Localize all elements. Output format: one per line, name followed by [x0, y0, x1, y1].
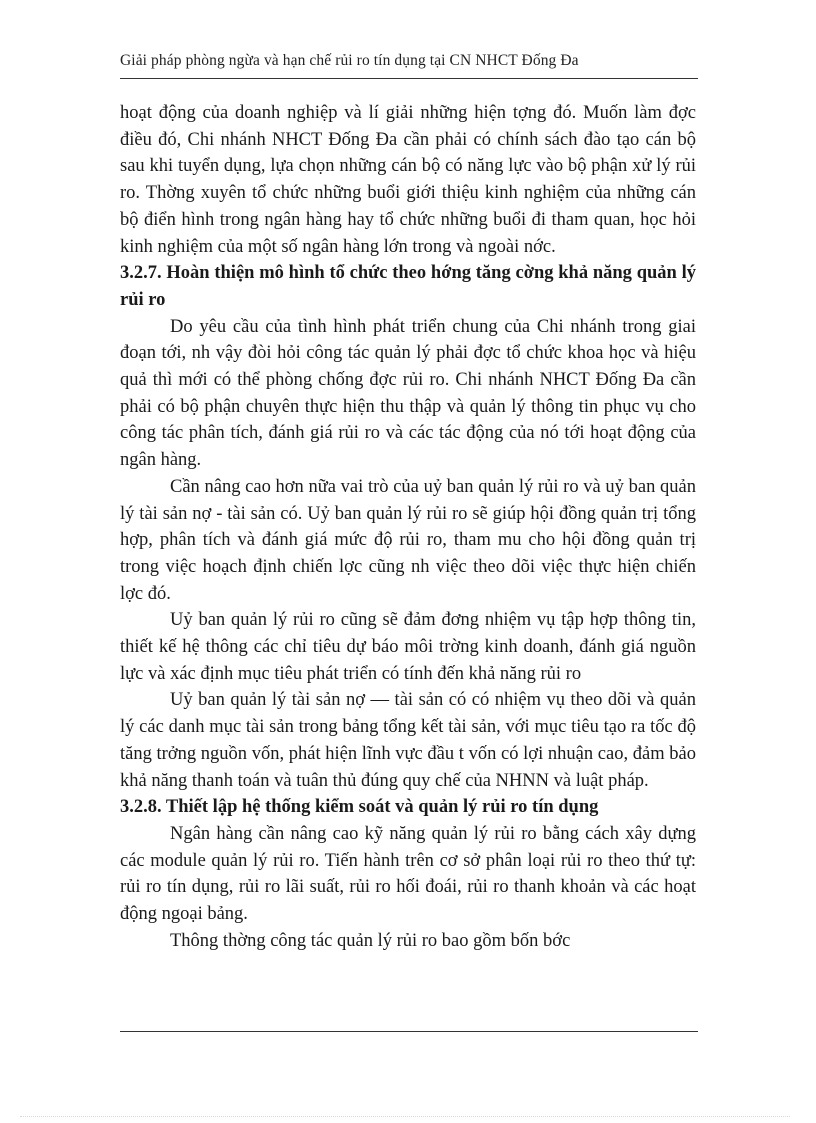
section-heading-3-2-8: 3.2.8. Thiết lập hệ thống kiểm soát và quản lý rủi ro tín dụng: [120, 797, 599, 818]
footer-divider: [120, 1031, 698, 1032]
paragraph-6: Ngân hàng cần nâng cao kỹ năng quản lý rủi ro bằng cách xây dựng các module quản lý rủi ro. Tiến hành trên cơ sở phân loại rủi ro theo thứ tự: rủi ro tín dụng, rủi ro lãi suất, rủi ro hối đoái, rủi ro thanh khoản và các hoạt động ngoại bảng.: [120, 823, 696, 925]
paragraph-2: Do yêu cầu của tình hình phát triển chung của Chi nhánh trong giai đoạn tới, nh vậy đòi hỏi công tác quản lý phải đợc tổ chức khoa học và hiệu quả thì mới có thể phòng chống đợc rủi ro. Chi nhánh NHCT Đống Đa cần phải có bộ phận chuyên thực hiện thu thập và quản lý thông tin phục vụ cho công tác phân tích, đánh giá rủi ro và các tác động của nó tới hoạt động của ngân hàng.: [120, 316, 696, 471]
paragraph-3: Cần nâng cao hơn nữa vai trò của uỷ ban quản lý rủi ro và uỷ ban quản lý tài sản nợ - tài sản có. Uỷ ban quản lý rủi ro sẽ giúp hội đồng quản trị tổng hợp, phân tích và đánh giá mức độ rủi ro, tham mu cho hội đồng quản trị trong việc hoạch định chiến lợc cũng nh việc theo dõi việc thực hiện chiến lợc đó.: [120, 476, 696, 604]
page-edge-dotted-line: [20, 1116, 790, 1117]
paragraph-7: Thông thờng công tác quản lý rủi ro bao gồm bốn bớc: [170, 930, 571, 951]
paragraph-4: Uỷ ban quản lý rủi ro cũng sẽ đảm đơng nhiệm vụ tập hợp thông tin, thiết kế hệ thông các chỉ tiêu dự báo môi trờng kinh doanh, đánh giá nguồn lực và xác định mục tiêu phát triển có tính đến khả năng rủi ro: [120, 610, 696, 684]
running-header: Giải pháp phòng ngừa và hạn chế rủi ro tín dụng tại CN NHCT Đống Đa: [120, 52, 579, 69]
paragraph-1: hoạt động của doanh nghiệp và lí giải những hiện tợng đó. Muốn làm đợc điều đó, Chi nhánh NHCT Đống Đa cần phải có chính sách đào tạo cán bộ sau khi tuyển dụng, lựa chọn những cán bộ có năng lực vào bộ phận xử lý rủi ro. Thờng xuyên tổ chức những buổi giới thiệu kinh nghiệm của những cán bộ điển hình trong ngân hàng hay tổ chức những buổi đi tham quan, học hỏi kinh nghiệm của một số ngân hàng lớn trong và ngoài nớc.: [120, 103, 696, 257]
header-divider: [120, 78, 698, 79]
paragraph-5: Uỷ ban quản lý tài sản nợ — tài sản có có nhiệm vụ theo dõi và quản lý các danh mục tài sản trong bảng tổng kết tài sản, với mục tiêu tạo ra tốc độ tăng trởng nguồn vốn, phát hiện lĩnh vực đầu t vốn có lợi nhuận cao, đảm bảo khả năng thanh toán và tuân thủ đúng quy chế của NHNN và luật pháp.: [120, 690, 696, 791]
page-content: [120, 100, 696, 955]
section-heading-3-2-7: 3.2.7. Hoàn thiện mô hình tổ chức theo hớng tăng cờng khả năng quản lý rủi ro: [120, 263, 696, 310]
